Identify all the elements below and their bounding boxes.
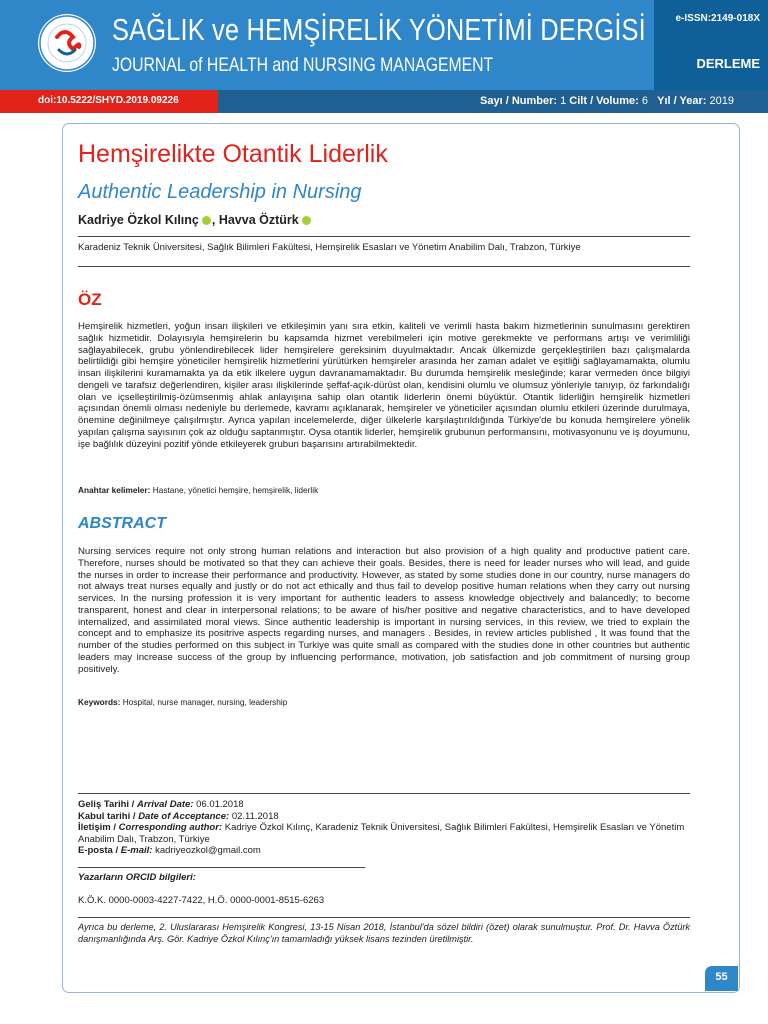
year-value: 2019 [709,95,734,107]
article-type-label: DERLEME [696,56,760,71]
article-note: Ayrıca bu derleme, 2. Uluslararası Hemşirelik Kongresi, 13-15 Nisan 2018, İstanbul'da sözel bildiri (özet) olarak sunulmuştur. Prof. Dr. Havva Öztürk danışmanlığında Arş. Gör. Kadriye Özkol Kılınç'ın tamamladığı yüksek lisans tezinden üretilmiştir. [78,922,690,944]
orcid-ids: K.Ö.K. 0000-0003-4227-7422, H.Ö. 0000-0001-8515-6263 [78,895,325,906]
keywords-english [78,697,287,707]
keywords-label: Keywords: [78,697,121,707]
year-label: Yıl / Year: [657,95,707,107]
email-link[interactable]: kadriyeozkol@gmail.com [155,845,261,857]
author-affiliation: Karadeniz Teknik Üniversitesi, Sağlık Bilimleri Fakültesi, Hemşirelik Esasları ve Yönetim Anabilim Dalı, Trabzon, Türkiye [78,242,581,253]
abstract-english: Nursing services require not only strong human relations and interaction but also provision of a high quality and productive patient care. Therefore, nurses should be motivated so that they can achieve their goals. Besides, there is need for leader nurses who will lead, and guide the nurses in order to increase their performance and productivity. However, as stated by some studies done in our country, nurse managers do not always treat nurses equally and justly or do not act ethically and thus fail to develop positive human relations when they carry out nursing services. In the nursing profession it is very important for authentic leaders to assess knowledge objectively and balancedly; to become transparent, honest and clear in interpersonal relations; to be aware of his/her positive and negative characteristics, and to have developed internalized, and assimilated moral views. Since authentic leadership is important in nursing services, in this review, we tried to explain the concept and to emphasize its positrive aspects regarding nurses, and managers . Besides, in review articles published , It was found that the number of the studies performed on this subject in Turkiye was quite small as compared with the studies done in other countries but authentic leaders may increase success of the group by influencing performance, motivation, job satisfaction and job commitment of nursing group positively. [78,546,690,675]
orcid-icon[interactable] [302,216,311,225]
acceptance-date: 02.11.2018 [231,810,279,822]
acceptance-date-row: Kabul tarihi / Date of Acceptance: 02.11.2018 [78,810,279,822]
article-metadata [78,799,690,857]
author-list [78,213,312,227]
divider [78,793,690,794]
arrival-date: 06.01.2018 [196,799,244,810]
email-row: E-posta / E-mail: kadriyeozkol@gmail.com [78,845,261,857]
issn-label: e-ISSN:2149-018X [675,13,760,24]
corresponding-author-row: İletişim / Corresponding author: Kadriye Özkol Kılınç, Karadeniz Teknik Üniversitesi, Sağlık Bilimleri Fakültesi, Hemşirelik Esasları ve Yönetim Anabilim Dalı, Trabzon, Türkiye [78,822,685,845]
keywords-value: Hospital, nurse manager, nursing, leadership [122,697,288,707]
issue-info [480,95,734,107]
divider [78,266,690,267]
issue-label: Sayı / Number: [480,95,558,107]
divider [78,917,690,918]
article-title-turkish: Hemşirelikte Otantik Liderlik [78,140,388,168]
arrival-date-row: Geliş Tarihi / Arrival Date: 06.01.2018 [78,799,244,810]
journal-title-turkish: SAĞLIK ve HEMŞİRELİK YÖNETİMİ DERGİSİ [112,12,646,47]
abstract-turkish: Hemşirelik hizmetleri, yoğun insan ilişkileri ve etkileşimin yanı sıra etkin, kaliteli ve verimli hasta bakım hizmetlerinin sunulmasını gerektiren sağlık hizmetidir. Dolayısıyla hemşirelerin bu kapsamda hizmet verebilmeleri için motive gerekmekte ve performans artışı ve verimliliği sağlayabilecek, grubu yönlendirebilecek lider hemşirelere gereksinim duyulmaktadır. Ancak ülkemizde gerçekleştirilen bazı çalışmalarda belirtildiği gibi hemşire yöneticiler hemşirelik hizmetlerini yürütürken hemşireler arasında her zaman adalet ve eşitliği sağlayamamakta, olumlu insan ilişkilerini kuramamakta ya da etik ilkelere uygun davranamamaktadır. Bu durumda hemşirelik mesleğinde; karar vermeden önce bilgiyi dengeli ve tarafsız değerlendiren, kişiler arası ilişkilerinde şeffaf-açık-dürüst olan, kendisini olumlu ve olumsuz yönleriyle tanıyıp, öz farkındalığı olan ve içselleştirilmiş-özümsenmiş ahlak anlayışına sahip olan otantik liderlerin önemi büyüktür. Otantik liderliğin hemşirelik hizmetleri açısından önemli olması nedeniyle bu derlemede, kavramı açıklanarak, hemşireler ve yöneticiler açısından olumlu etkileri üzerinde durulmaya, önemine değinilmeye çalışılmıştır. Ayrıca yapılan incelemelerde, diğer ülkelerle karşılaştırıldığında Türkiye'de bu konuda hemşirelere yönelik yapılan çalışma sayısının çok az olduğu saptanmıştır. Oysa otantik liderler, hemşirelik grubunun performansını, motivasyonunu ve iş doyumunu, işe bağlılık düzeyini pozitif yönde etkileyerek grubun başarısını artırabilmektedir. [78,321,690,450]
article-title-english: Authentic Leadership in Nursing [78,181,362,203]
keywords-value: Hastane, yönetici hemşire, hemşirelik, liderlik [152,485,319,495]
issue-value: 1 [560,95,567,107]
volume-label: Cilt / Volume: [569,95,639,107]
orcid-icon[interactable] [202,216,211,225]
page-number: 55 [715,971,728,983]
section-heading-abstract: ABSTRACT [78,515,166,532]
volume-value: 6 [641,95,648,107]
author-name: Havva Öztürk [218,213,299,227]
author-separator: , [211,213,219,227]
orcid-heading: Yazarların ORCID bilgileri: [78,872,196,883]
keywords-turkish [78,485,318,495]
divider [78,236,690,237]
journal-logo-icon [38,14,96,72]
doi-link[interactable]: doi:10.5222/SHYD.2019.09226 [38,95,179,106]
section-heading-oz: ÖZ [78,290,102,309]
journal-title-english: JOURNAL of HEALTH and NURSING MANAGEMENT [112,55,494,76]
keywords-label: Anahtar kelimeler: [78,485,151,495]
author-name: Kadriye Özkol Kılınç [78,213,199,227]
divider [78,867,365,868]
corresponding-author: Kadriye Özkol Kılınç, Karadeniz Teknik Üniversitesi, Sağlık Bilimleri Fakültesi, Hemşirelik Esasları ve Yönetim Anabilim Dalı, Trabzon, Türkiye [78,822,685,845]
